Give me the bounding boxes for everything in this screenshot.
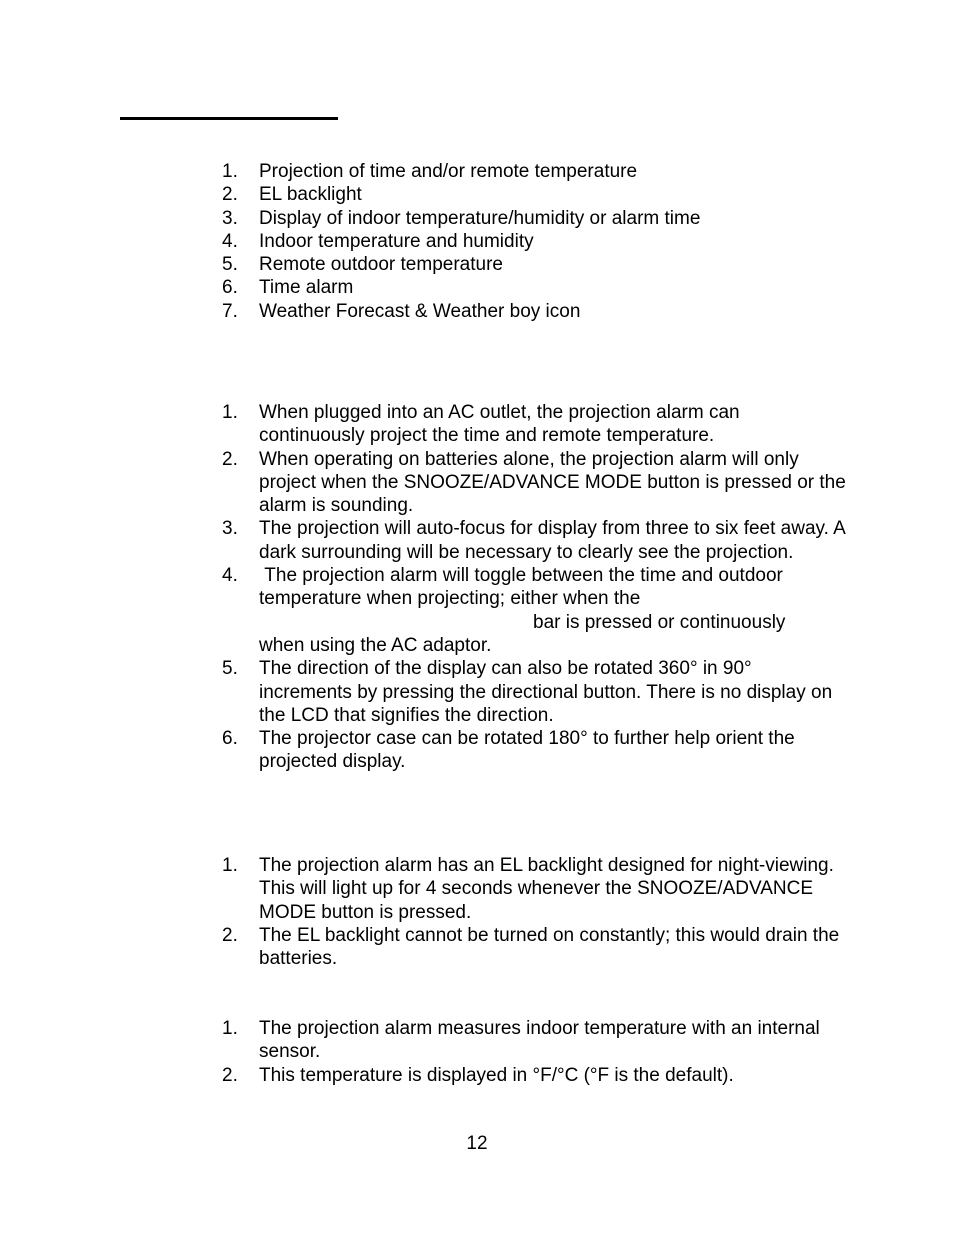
item-text: Display of indoor temperature/humidity or alarm time	[259, 207, 701, 229]
item-text: The projector case can be rotated 180° to further help orient the projected display.	[259, 728, 800, 773]
heading-underline	[120, 117, 338, 120]
item-number: 3.	[222, 207, 238, 229]
item-number: 1.	[222, 161, 238, 182]
item-text-line: when using the AC adaptor.	[259, 634, 492, 656]
list-item	[222, 160, 847, 183]
list-item	[222, 727, 847, 774]
page-number: 12	[466, 1133, 488, 1154]
list-item	[222, 253, 847, 276]
item-text-line: temperature when projecting; either when the	[259, 588, 641, 610]
item-number: 1.	[222, 402, 238, 423]
item-text-line: The projection alarm will toggle between the time and outdoor	[259, 565, 783, 587]
item-number: 6.	[222, 277, 238, 299]
projection-list	[222, 401, 852, 774]
item-text: The EL backlight cannot be turned on constantly; this would drain the batteries.	[259, 924, 845, 970]
item-number: 1.	[222, 1018, 238, 1039]
list-item	[222, 183, 847, 206]
item-text	[259, 564, 847, 657]
item-number: 2.	[222, 184, 238, 206]
item-number: 2.	[222, 1064, 238, 1086]
item-text: When operating on batteries alone, the projection alarm will only project when the SNOOZE/ADVANCE MODE button is pressed or the alarm is sounding.	[259, 448, 852, 517]
item-number: 1.	[222, 855, 238, 876]
list-item	[222, 401, 847, 448]
list-item	[222, 924, 847, 971]
item-text: Remote outdoor temperature	[259, 254, 503, 276]
list-item	[222, 1017, 847, 1064]
list-item	[222, 300, 847, 323]
item-number: 4.	[222, 565, 238, 587]
list-item	[222, 517, 851, 564]
item-text: When plugged into an AC outlet, the projection alarm can continuously project the time and remote temperature.	[259, 402, 745, 447]
item-text: The projection alarm measures indoor temperature with an internal sensor.	[259, 1018, 826, 1063]
list-item	[222, 207, 847, 230]
item-text: The projection will auto-focus for display from three to six feet away. A dark surrounding will be necessary to clearly see the projection.	[259, 518, 851, 563]
item-number: 7.	[222, 300, 238, 322]
list-item	[222, 854, 847, 924]
item-number: 6.	[222, 728, 238, 750]
item-text: The projection alarm has an EL backlight designed for night-viewing. This will light up for 4 seconds whenever the SNOOZE/ADVANCE MODE button is pressed.	[259, 855, 839, 923]
item-text: The direction of the display can also be rotated 360° in 90° increments by pressing the directional button. There is no display on the LCD that signifies the direction.	[259, 658, 838, 726]
item-text: Time alarm	[259, 277, 354, 299]
item-text-line: bar is pressed or continuously	[533, 611, 786, 633]
list-item	[222, 657, 847, 727]
list-item	[222, 1064, 847, 1087]
item-text: EL backlight	[259, 184, 362, 206]
item-number: 2.	[222, 448, 238, 470]
backlight-list	[222, 854, 847, 970]
feature-list	[222, 160, 847, 323]
list-item	[222, 448, 852, 518]
item-text: Projection of time and/or remote temperature	[259, 161, 638, 182]
item-text: Indoor temperature and humidity	[259, 230, 534, 252]
item-number: 2.	[222, 924, 238, 946]
list-item	[222, 564, 847, 657]
list-item	[222, 230, 847, 253]
item-text: This temperature is displayed in °F/°C (°F is the default).	[259, 1064, 734, 1086]
list-item	[222, 276, 847, 299]
item-number: 5.	[222, 254, 238, 276]
item-number: 4.	[222, 230, 238, 252]
item-text: Weather Forecast & Weather boy icon	[259, 300, 581, 322]
temperature-list	[222, 1017, 847, 1087]
item-number: 5.	[222, 658, 238, 680]
item-number: 3.	[222, 518, 238, 540]
